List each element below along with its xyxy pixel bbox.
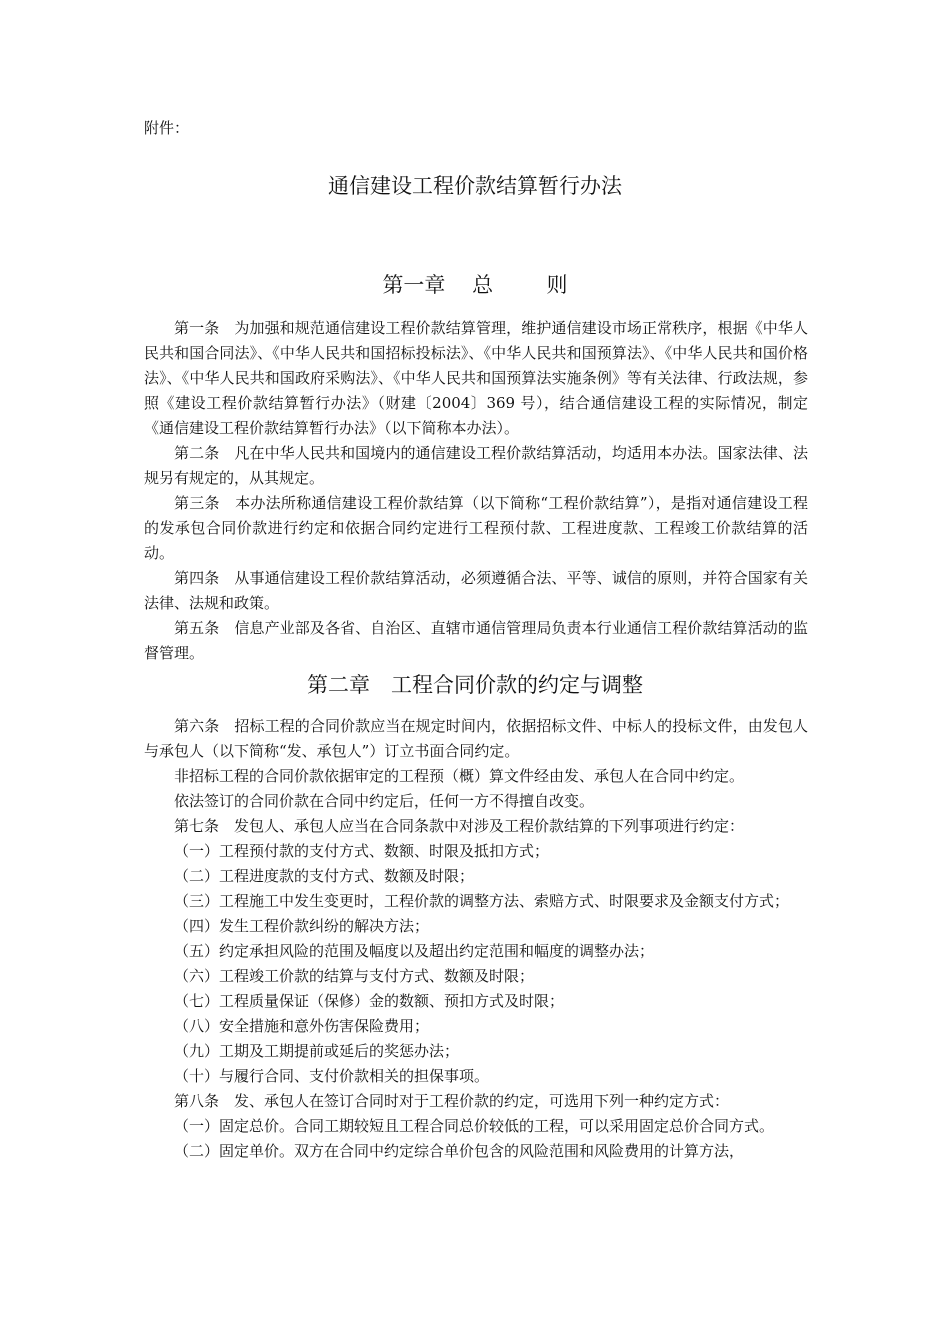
chapter-2-heading: 第二章 工程合同价款的约定与调整 — [307, 673, 643, 697]
article-7-item-7: （七）工程质量保证（保修）金的数额、预扣方式及时限； — [174, 992, 565, 1010]
article-7-item-4: （四）发生工程价款纠纷的解决方法； — [174, 917, 430, 935]
article-6-clause-2: 非招标工程的合同价款依据审定的工程预（概）算文件经由发、承包人在合同中约定。 — [174, 767, 745, 785]
article-7: 第七条 发包人、承包人应当在合同条款中对涉及工程价款结算的下列事项进行约定： — [174, 817, 745, 835]
article-8: 第八条 发、承包人在签订合同时对于工程价款的约定，可选用下列一种约定方式： — [174, 1092, 730, 1110]
article-2: 第二条 凡在中华人民共和国境内的通信建设工程价款结算活动，均适用本办法。国家法律、法规另有规定的，从其规定。 — [144, 444, 808, 487]
article-1: 第一条 为加强和规范通信建设工程价款结算管理，维护通信建设市场正常秩序，根据《中华人民共和国合同法》、《中华人民共和国招标投标法》、《中华人民共和国预算法》、《中华人民共和国价格法》、《中华人民共和国政府采购法》、《中华人民共和国预算法实施条例》等有关法律、行政法规，参照《建设工程价款结算暂行办法》（财建〔2004〕369 号），结合通信建设工程的实际情况，制定《通信建设工程价款结算暂行办法》（以下简称本办法）。 — [144, 319, 808, 437]
article-4: 第四条 从事通信建设工程价款结算活动，必须遵循合法、平等、诚信的原则，并符合国家有关法律、法规和政策。 — [144, 569, 808, 612]
attachment-label: 附件： — [144, 119, 190, 137]
article-7-item-2: （二）工程进度款的支付方式、数额及时限； — [174, 867, 475, 885]
article-7-item-6: （六）工程竣工价款的结算与支付方式、数额及时限； — [174, 967, 535, 985]
document-title: 通信建设工程价款结算暂行办法 — [328, 174, 622, 198]
article-7-item-5: （五）约定承担风险的范围及幅度以及超出约定范围和幅度的调整办法； — [174, 942, 655, 960]
article-7-item-8: （八）安全措施和意外伤害保险费用； — [174, 1017, 430, 1035]
chapter-1-body — [144, 316, 808, 666]
chapter-2-body — [144, 714, 808, 1164]
article-7-item-9: （九）工期及工期提前或延后的奖惩办法； — [174, 1042, 460, 1060]
chapter-1-heading: 第一章 总 则 — [382, 273, 568, 297]
article-8-item-1: （一）固定总价。合同工期较短且工程合同总价较低的工程，可以采用固定总价合同方式。 — [174, 1117, 775, 1135]
article-5: 第五条 信息产业部及各省、自治区、直辖市通信管理局负责本行业通信工程价款结算活动的监督管理。 — [144, 619, 808, 662]
article-6-clause-3: 依法签订的合同价款在合同中约定后，任何一方不得擅自改变。 — [174, 792, 595, 810]
article-7-item-3: （三）工程施工中发生变更时，工程价款的调整方法、索赔方式、时限要求及金额支付方式； — [174, 892, 790, 910]
article-7-item-10: （十）与履行合同、支付价款相关的担保事项。 — [174, 1067, 490, 1085]
article-7-item-1: （一）工程预付款的支付方式、数额、时限及抵扣方式； — [174, 842, 550, 860]
article-6: 第六条 招标工程的合同价款应当在规定时间内，依据招标文件、中标人的投标文件，由发包人与承包人（以下简称“发、承包人”）订立书面合同约定。 — [144, 717, 808, 760]
article-3: 第三条 本办法所称通信建设工程价款结算（以下简称“工程价款结算”），是指对通信建设工程的发承包合同价款进行约定和依据合同约定进行工程预付款、工程进度款、工程竣工价款结算的活动。 — [144, 494, 808, 562]
article-8-item-2: （二）固定单价。双方在合同中约定综合单价包含的风险范围和风险费用的计算方法， — [174, 1142, 745, 1160]
